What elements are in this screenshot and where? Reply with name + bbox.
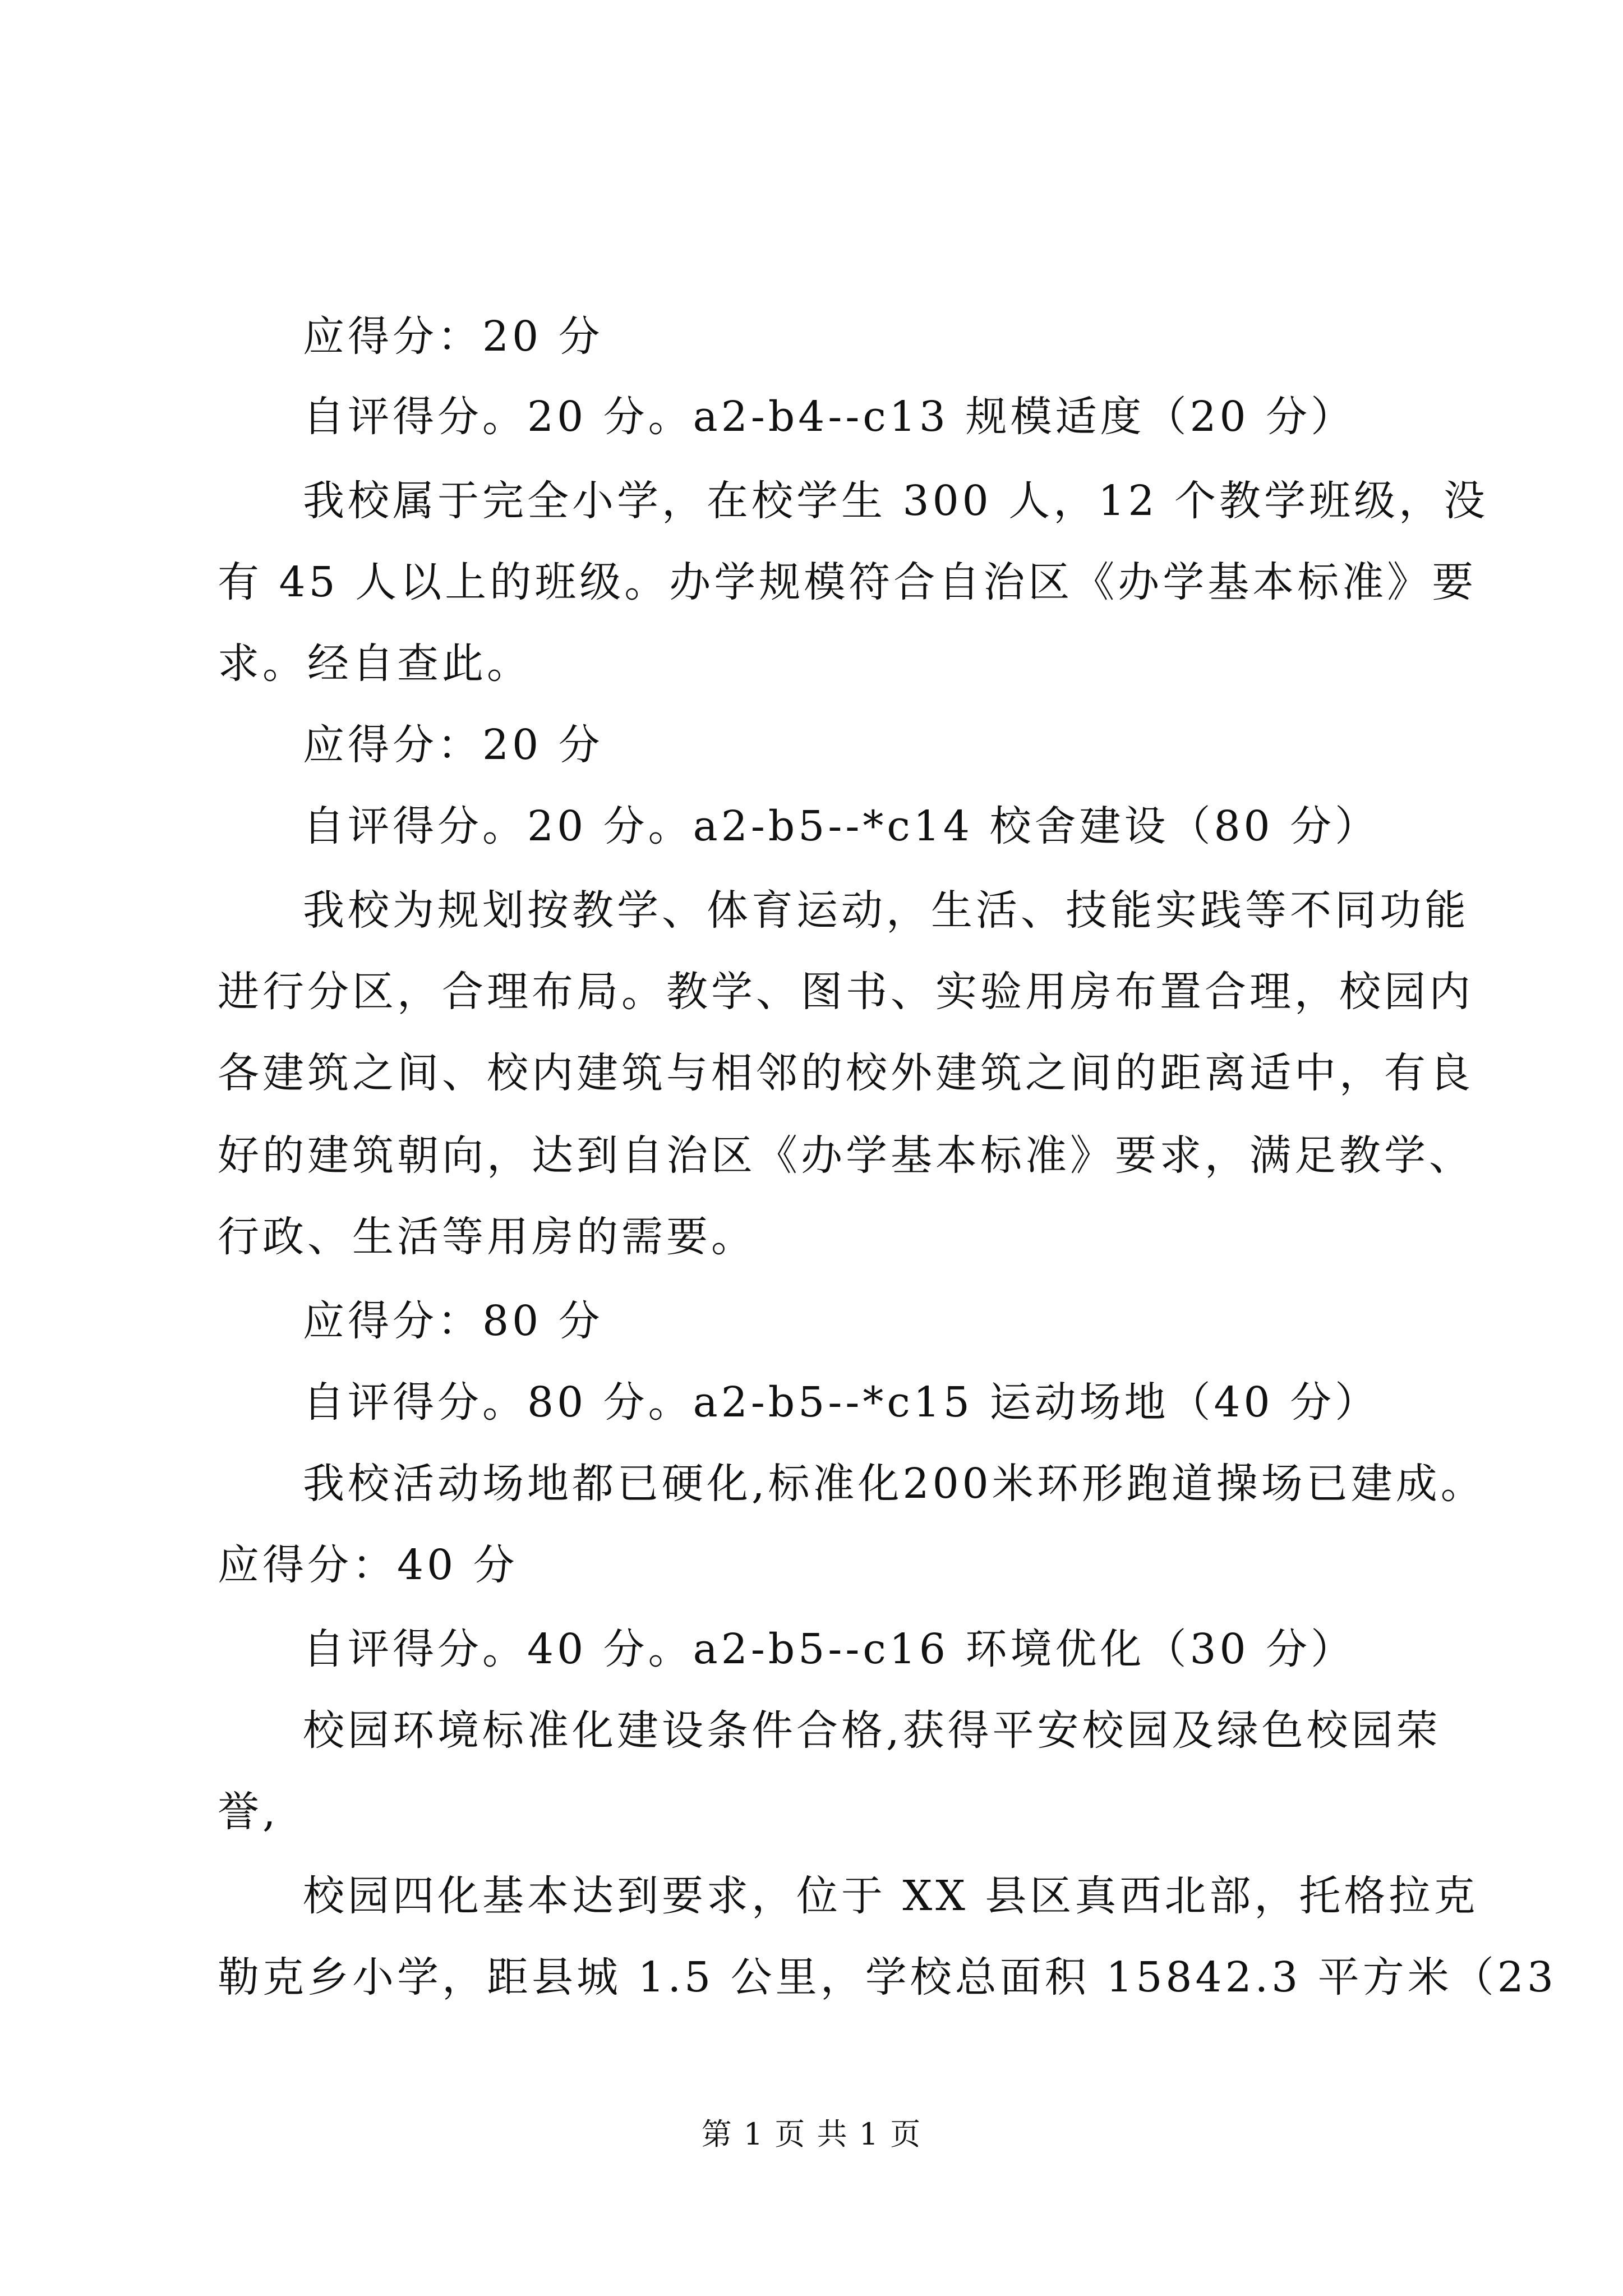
body-line: 行政、生活等用房的需要。	[218, 1213, 756, 1261]
body-line: 应得分：20 分	[303, 312, 603, 361]
body-line: 求。经自查此。	[218, 639, 532, 688]
body-line: 应得分：20 分	[303, 721, 603, 769]
body-line: 应得分：40 分	[218, 1541, 518, 1589]
body-line: 勒克乡小学，距县城 1.5 公里，学校总面积 15842.3 平方米（23	[218, 1953, 1557, 2001]
body-line: 我校为规划按教学、体育运动，生活、技能实践等不同功能	[303, 886, 1469, 935]
body-line: 我校活动场地都已硬化,标准化200米环形跑道操场已建成。	[303, 1460, 1486, 1508]
body-line: 校园四化基本达到要求，位于 XX 县区真西北部，托格拉克	[303, 1872, 1479, 1920]
body-line: 有 45 人以上的班级。办学规模符合自治区《办学基本标准》要	[218, 558, 1477, 606]
body-line: 自评得分。80 分。a2-b5--*c15 运动场地（40 分）	[303, 1378, 1380, 1427]
body-line: 应得分：80 分	[303, 1297, 603, 1345]
body-line: 各建筑之间、校内建筑与相邻的校外建筑之间的距离适中，有良	[218, 1049, 1474, 1097]
body-line: 进行分区，合理布局。教学、图书、实验用房布置合理，校园内	[218, 968, 1474, 1016]
page-footer: 第 1 页 共 1 页	[701, 2116, 922, 2152]
body-line: 校园环境标准化建设条件合格,获得平安校园及绿色校园荣	[303, 1706, 1441, 1755]
body-line: 自评得分。40 分。a2-b5--c16 环境优化（30 分）	[303, 1625, 1356, 1673]
body-line: 自评得分。20 分。a2-b4--c13 规模适度（20 分）	[303, 393, 1356, 441]
body-line: 誉,	[218, 1788, 279, 1836]
body-line: 自评得分。20 分。a2-b5--*c14 校舍建设（80 分）	[303, 802, 1380, 850]
body-line: 好的建筑朝向，达到自治区《办学基本标准》要求，满足教学、	[218, 1131, 1474, 1180]
body-line: 我校属于完全小学，在校学生 300 人，12 个教学班级，没	[303, 477, 1488, 525]
